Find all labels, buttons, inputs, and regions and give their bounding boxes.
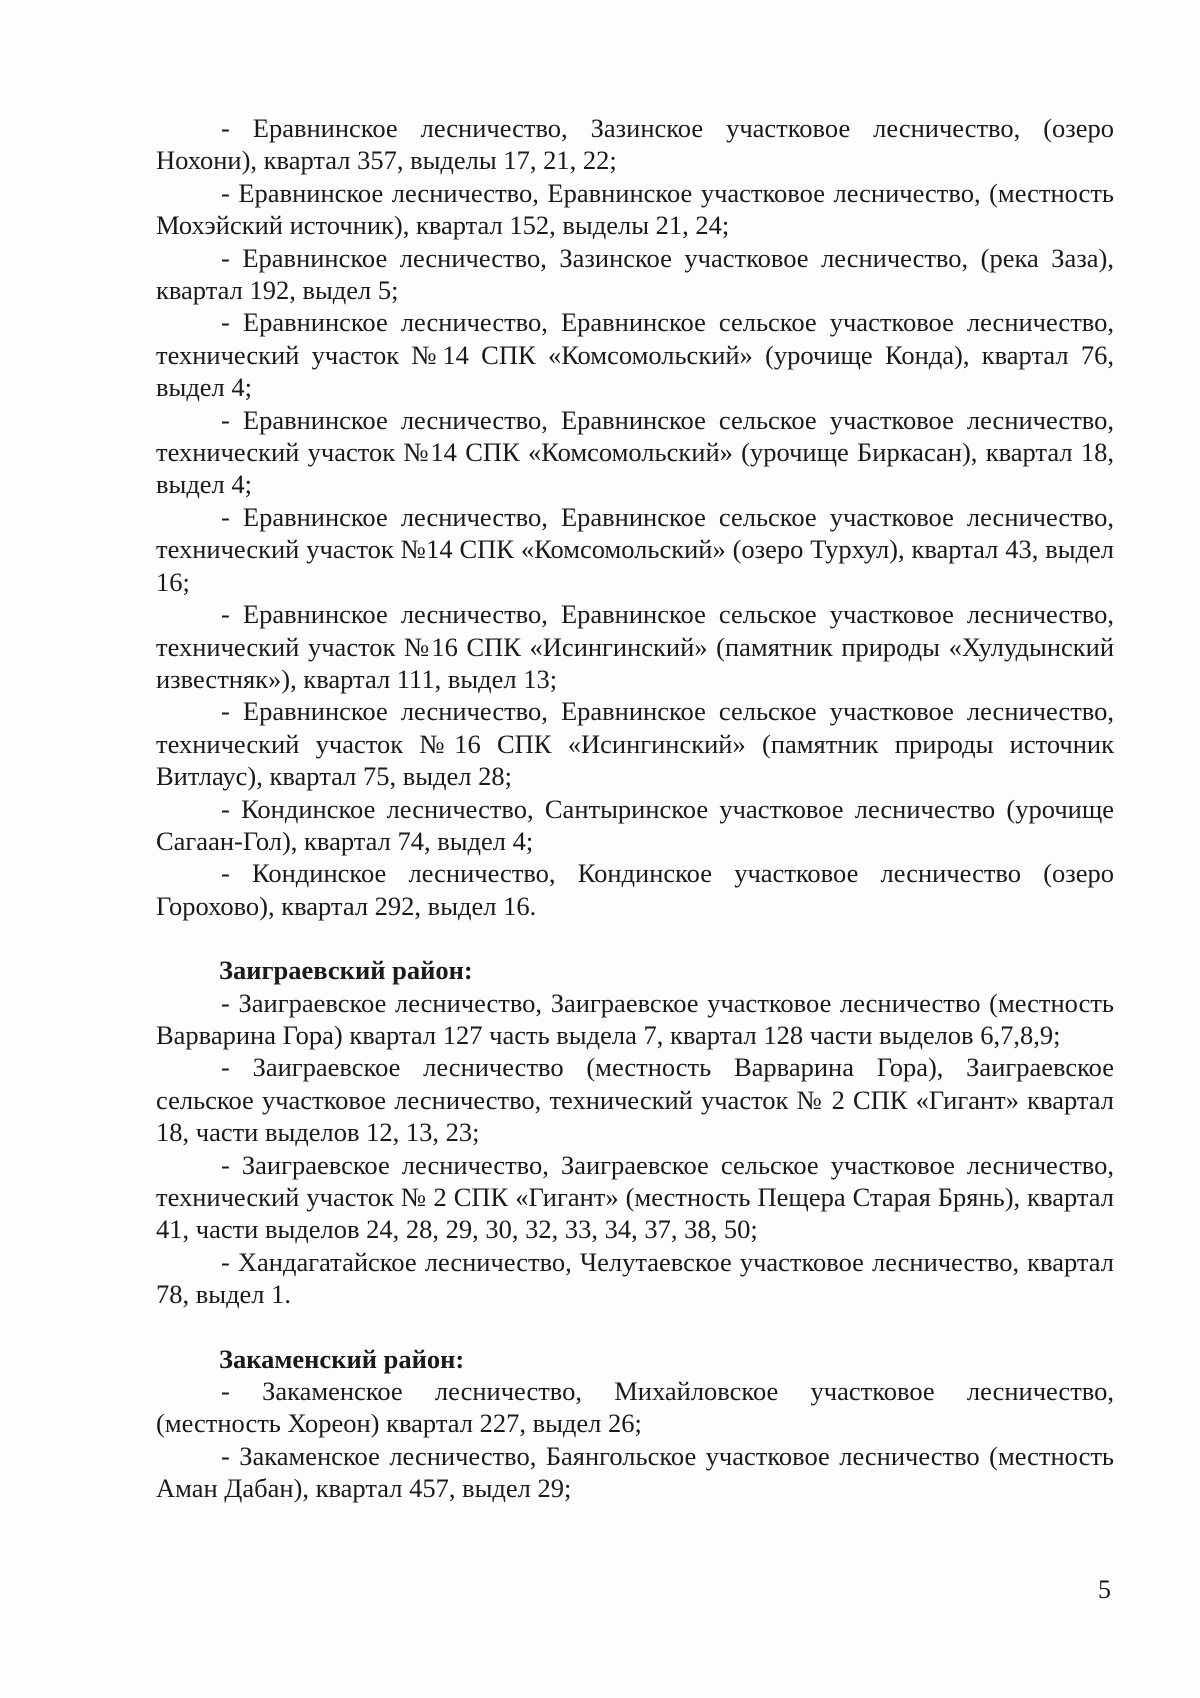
list-item: - Еравнинское лесничество, Еравнинское сельское участковое лесничество, технический участок №14 СПК «Комсомольский» (урочище Биркасан), квартал 18, выдел 4; bbox=[156, 404, 1114, 500]
list-item: - Хандагатайское лесничество, Челутаевское участковое лесничество, квартал 78, выдел 1. bbox=[156, 1246, 1114, 1310]
list-item: - Заиграевское лесничество, Заиграевское сельское участковое лесничество, технический участок № 2 СПК «Гигант» (местность Пещера Старая Брянь), квартал 41, части выделов 24, 28, 29, 30, 32, 33, 34, 37, 38, 50; bbox=[156, 1149, 1114, 1245]
list-item: - Еравнинское лесничество, Еравнинское сельское участковое лесничество, технический участок №14 СПК «Комсомольский» (урочище Конда), квартал 76, выдел 4; bbox=[156, 307, 1114, 403]
list-item: - Закаменское лесничество, Михайловское участковое лесничество, (местность Хореон) квартал 227, выдел 26; bbox=[156, 1376, 1114, 1439]
page-number: 5 bbox=[1098, 1575, 1111, 1604]
document-body bbox=[156, 112, 1114, 1505]
list-item: - Еравнинское лесничество, Еравнинское сельское участковое лесничество, технический участок №14 СПК «Комсомольский» (озеро Турхул), квартал 43, выдел 16; bbox=[156, 501, 1114, 597]
list-item: - Закаменское лесничество, Баянгольское участковое лесничество (местность Аман Дабан), квартал 457, выдел 29; bbox=[156, 1440, 1114, 1504]
list-item: - Заиграевское лесничество, Заиграевское участковое лесничество (местность Варварина Гора) квартал 127 часть выдела 7, квартал 128 части выделов 6,7,8,9; bbox=[156, 987, 1114, 1050]
list-item: - Заиграевское лесничество (местность Варварина Гора), Заиграевское сельское участковое лесничество, технический участок № 2 СПК «Гигант» квартал 18, части выделов 12, 13, 23; bbox=[156, 1052, 1114, 1148]
section-heading-zakamensky: Закаменский район: bbox=[219, 1343, 465, 1374]
list-item: - Еравнинское лесничество, Зазинское участковое лесничество, (озеро Нохони), квартал 357, выделы 17, 21, 22; bbox=[156, 113, 1114, 176]
list-item: - Еравнинское лесничество, Еравнинское участковое лесничество, (местность Мохэйский источник), квартал 152, выделы 21, 24; bbox=[156, 177, 1114, 241]
list-item: - Кондинское лесничество, Кондинское участковое лесничество (озеро Горохово), квартал 292, выдел 16. bbox=[156, 858, 1114, 921]
list-item: - Кондинское лесничество, Сантыринское участковое лесничество (урочище Сагаан-Гол), квартал 74, выдел 4; bbox=[156, 793, 1114, 856]
list-item: - Еравнинское лесничество, Еравнинское сельское участковое лесничество, технический участок №16 СПК «Исингинский» (памятник природы источник Витлаус), квартал 75, выдел 28; bbox=[156, 696, 1114, 792]
section-spacer bbox=[156, 1311, 1114, 1343]
list-item: - Еравнинское лесничество, Зазинское участковое лесничество, (река Заза), квартал 192, выдел 5; bbox=[156, 242, 1114, 306]
list-item: - Еравнинское лесничество, Еравнинское сельское участковое лесничество, технический участок №16 СПК «Исингинский» (памятник природы «Хулудынский известняк»), квартал 111, выдел 13; bbox=[156, 599, 1114, 694]
section-spacer bbox=[156, 922, 1114, 954]
section-heading-zaigraevsky: Заиграевский район: bbox=[219, 955, 473, 986]
